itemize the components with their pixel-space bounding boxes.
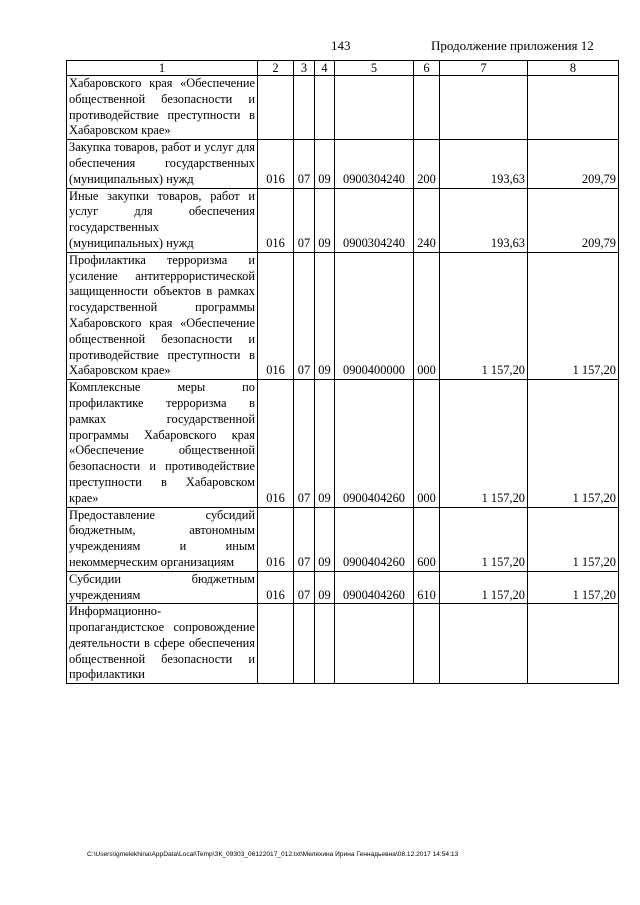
cell-target-article: 0900404260 [335,571,414,604]
cell-expense-type: 610 [414,571,440,604]
row-name: Иные закупки товаров, работ и услуг для обеспечения государственных (муниципальных) нужд [67,188,258,252]
cell-ministry: 016 [258,188,294,252]
cell-section: 07 [294,188,315,252]
cell-amount-2: 1 157,20 [528,571,619,604]
table-row [67,188,619,252]
column-header: 2 [258,61,294,76]
cell-amount-2: 1 157,20 [528,507,619,571]
file-path-footer: C:\Users\igmelekhina\AppData\Local\Temp\ЗК_09303_06122017_012.txt\Мелехина Ирина Геннадьевна\08.12.2017 14:54:13 [87,851,459,858]
row-name: Профилактика терроризма и усиление антитеррористической защищенности объектов в рамках государственной программы Хабаровского края «Обеспечение общественной безопасности и противодействие преступности в Хабаровском крае» [67,252,258,379]
cell-amount-2: 1 157,20 [528,252,619,379]
cell-target-article: 0900400000 [335,252,414,379]
table-row [67,252,619,379]
cell-ministry: 016 [258,252,294,379]
row-name: Субсидии бюджетным учреждениям [67,571,258,604]
cell-amount-1: 1 157,20 [440,380,528,507]
cell-amount-2: 1 157,20 [528,380,619,507]
cell-subsection: 09 [315,571,335,604]
cell-subsection: 09 [315,507,335,571]
cell-subsection [315,604,335,684]
cell-amount-1: 193,63 [440,140,528,188]
cell-section: 07 [294,571,315,604]
cell-section [294,76,315,140]
row-name: Хабаровского края «Обеспечение общественной безопасности и противодействие преступности в Хабаровском крае» [67,76,258,140]
column-header: 5 [335,61,414,76]
cell-amount-1 [440,604,528,684]
row-name: Информационно-пропагандистское сопровождение деятельности в сфере обеспечения общественной безопасности и профилактики [67,604,258,684]
cell-amount-1: 1 157,20 [440,507,528,571]
cell-amount-1 [440,76,528,140]
cell-expense-type: 000 [414,252,440,379]
column-header: 8 [528,61,619,76]
cell-subsection: 09 [315,188,335,252]
cell-subsection: 09 [315,140,335,188]
column-header: 6 [414,61,440,76]
cell-target-article: 0900304240 [335,188,414,252]
cell-section: 07 [294,507,315,571]
cell-amount-2: 209,79 [528,140,619,188]
cell-section: 07 [294,380,315,507]
cell-target-article: 0900404260 [335,507,414,571]
cell-target-article [335,76,414,140]
cell-section [294,604,315,684]
cell-expense-type: 000 [414,380,440,507]
table-row [67,380,619,507]
row-name: Закупка товаров, работ и услуг для обеспечения государственных (муниципальных) нужд [67,140,258,188]
cell-expense-type [414,76,440,140]
cell-target-article [335,604,414,684]
cell-ministry [258,76,294,140]
cell-subsection: 09 [315,252,335,379]
column-number-row [67,61,619,76]
cell-amount-1: 193,63 [440,188,528,252]
cell-amount-1: 1 157,20 [440,252,528,379]
cell-subsection: 09 [315,380,335,507]
column-header: 3 [294,61,315,76]
continuation-label: Продолжение приложения 12 [431,38,594,53]
table-row [67,76,619,140]
cell-ministry [258,604,294,684]
cell-expense-type: 240 [414,188,440,252]
cell-section: 07 [294,140,315,188]
table-row [67,571,619,604]
cell-expense-type: 600 [414,507,440,571]
page-number: 143 [331,38,351,53]
cell-section: 07 [294,252,315,379]
column-header: 4 [315,61,335,76]
table-row [67,140,619,188]
cell-amount-2 [528,76,619,140]
cell-target-article: 0900404260 [335,380,414,507]
cell-ministry: 016 [258,507,294,571]
cell-amount-2: 209,79 [528,188,619,252]
cell-ministry: 016 [258,571,294,604]
table-row [67,507,619,571]
cell-expense-type: 200 [414,140,440,188]
cell-subsection [315,76,335,140]
cell-amount-2 [528,604,619,684]
cell-target-article: 0900304240 [335,140,414,188]
column-header: 1 [67,61,258,76]
cell-expense-type [414,604,440,684]
cell-amount-1: 1 157,20 [440,571,528,604]
row-name: Предоставление субсидий бюджетным, автономным учреждениям и иным некоммерческим организациям [67,507,258,571]
column-header: 7 [440,61,528,76]
table-row [67,604,619,684]
cell-ministry: 016 [258,380,294,507]
cell-ministry: 016 [258,140,294,188]
row-name: Комплексные меры по профилактике терроризма в рамках государственной программы Хабаровского края «Обеспечение общественной безопасности и противодействие преступности в Хабаровском крае» [67,380,258,507]
budget-table [66,60,619,684]
